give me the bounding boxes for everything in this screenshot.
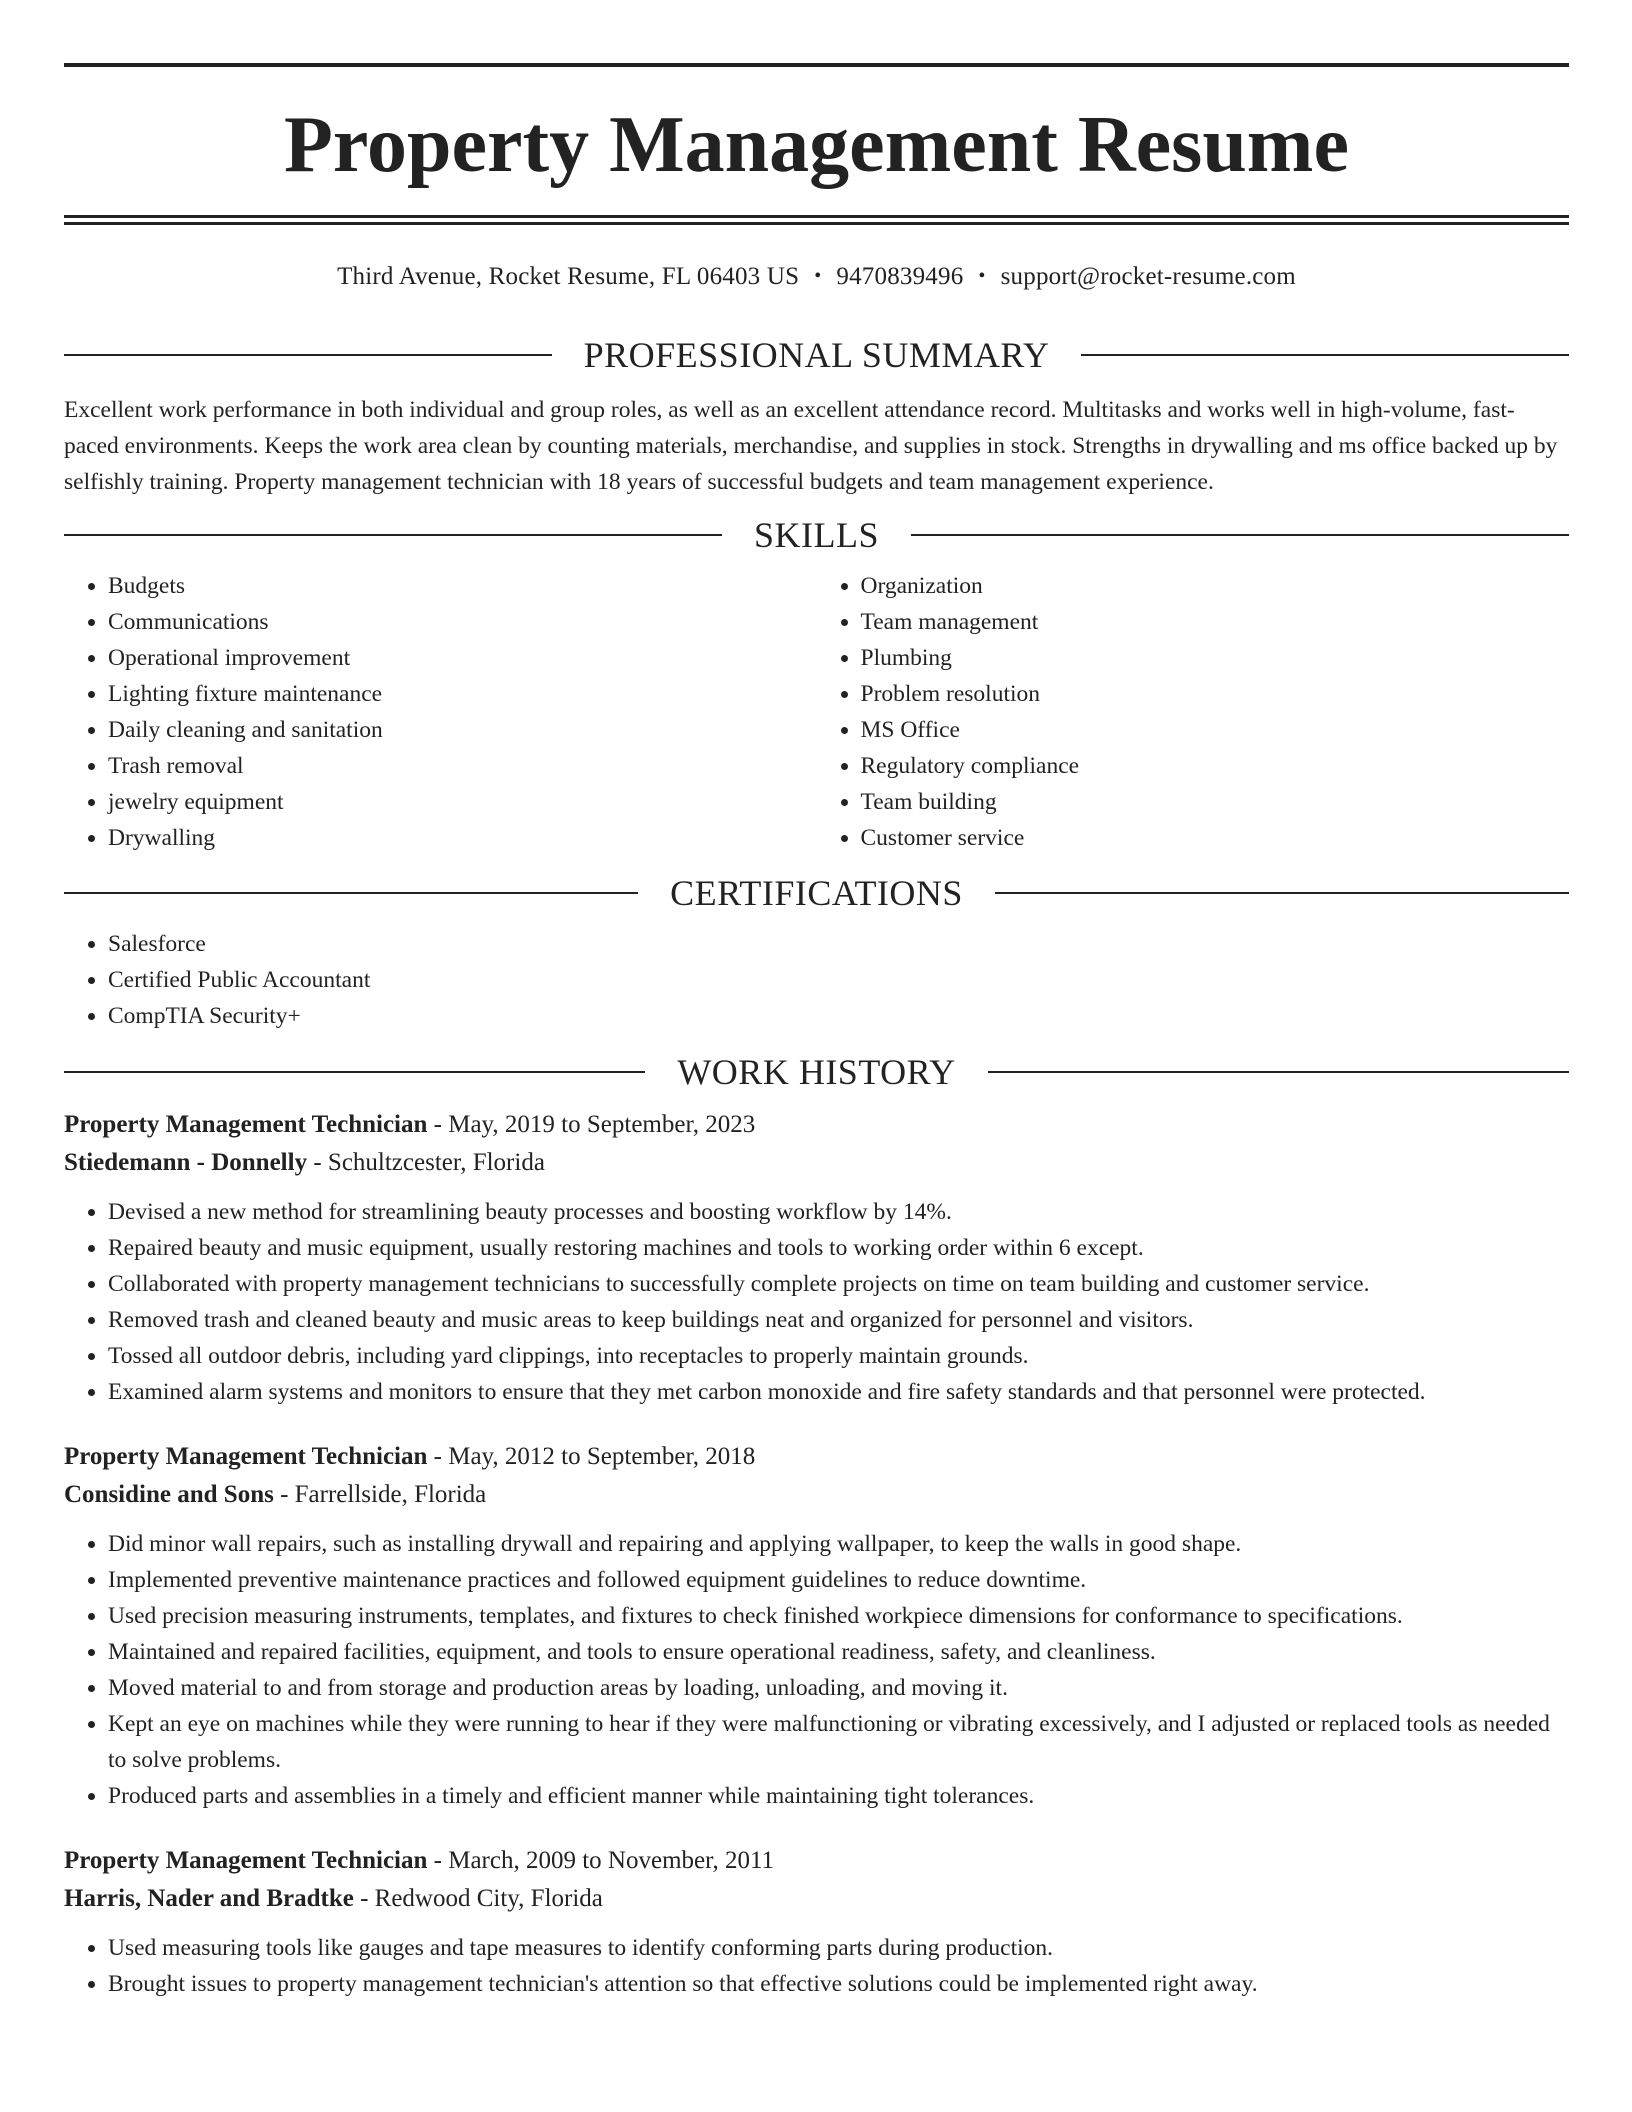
job-title: Property Management Technician [64, 1443, 428, 1470]
skills-list [64, 568, 1569, 856]
job-title-line [64, 1842, 1569, 1880]
job-company: Considine and Sons [64, 1481, 274, 1508]
skill-item: • Budgets [108, 568, 817, 604]
job-company: Harris, Nader and Bradtke [64, 1885, 354, 1912]
job-dates: - May, 2012 to September, 2018 [427, 1443, 756, 1470]
certifications-heading-label: CERTIFICATIONS [670, 873, 963, 913]
heading-rule [64, 892, 638, 894]
summary-heading [64, 337, 1569, 373]
heading-rule [64, 534, 722, 536]
heading-rule [988, 1071, 1569, 1073]
work-heading [64, 1054, 1569, 1090]
job-bullet: • Kept an eye on machines while they were running to hear if they were malfunctioning or vibrating excessively, and I adjusted or replaced tools as needed to solve problems. [108, 1706, 1569, 1778]
job-entry [64, 1106, 1569, 1410]
contact-address: Third Avenue, Rocket Resume, FL 06403 US [337, 263, 800, 290]
job-entry [64, 1842, 1569, 2002]
job-bullet: • Used precision measuring instruments, templates, and fixtures to check finished workpiece dimensions for conformance to specifications. [108, 1598, 1569, 1634]
job-location: - Schultzcester, Florida [307, 1149, 545, 1176]
job-bullets [64, 1526, 1569, 1814]
heading-rule [1081, 354, 1569, 356]
top-rule [64, 63, 1569, 67]
skill-item: • Drywalling [108, 820, 817, 856]
certification-item: • CompTIA Security+ [108, 998, 1569, 1034]
summary-heading-label: PROFESSIONAL SUMMARY [583, 335, 1050, 375]
job-bullet: • Removed trash and cleaned beauty and music areas to keep buildings neat and organized for personnel and visitors. [108, 1302, 1569, 1338]
job-company-line [64, 1144, 1569, 1182]
skill-item: • Problem resolution [861, 676, 1570, 712]
job-bullet: • Examined alarm systems and monitors to ensure that they met carbon monoxide and fire safety standards and that personnel were protected. [108, 1374, 1569, 1410]
job-bullet: • Did minor wall repairs, such as installing drywall and repairing and applying wallpaper, to keep the walls in good shape. [108, 1526, 1569, 1562]
contact-line [64, 262, 1569, 292]
contact-phone: 9470839496 [836, 263, 964, 290]
job-company: Stiedemann - Donnelly [64, 1149, 308, 1176]
skill-item: • Lighting fixture maintenance [108, 676, 817, 712]
job-title-line [64, 1106, 1569, 1144]
heading-rule [911, 534, 1569, 536]
job-company-line [64, 1880, 1569, 1918]
heading-rule [64, 354, 552, 356]
job-bullet: • Devised a new method for streamlining beauty processes and boosting workflow by 14%. [108, 1194, 1569, 1230]
job-title-line [64, 1438, 1569, 1476]
work-heading-label: WORK HISTORY [677, 1052, 956, 1092]
contact-separator: • [978, 265, 986, 287]
skill-item: • Organization [861, 568, 1570, 604]
skill-item: • Operational improvement [108, 640, 817, 676]
skill-item: • Plumbing [861, 640, 1570, 676]
work-history-list [64, 1106, 1569, 2002]
job-title: Property Management Technician [64, 1111, 428, 1138]
job-location: - Farrellside, Florida [273, 1481, 487, 1508]
job-dates: - March, 2009 to November, 2011 [427, 1847, 775, 1874]
contact-email: support@rocket-resume.com [1000, 263, 1296, 290]
skill-item: • Team building [861, 784, 1570, 820]
certification-item: • Certified Public Accountant [108, 962, 1569, 998]
resume-page [64, 63, 1569, 2002]
heading-rule [64, 1071, 645, 1073]
job-title: Property Management Technician [64, 1847, 428, 1874]
job-bullets [64, 1930, 1569, 2002]
job-bullets [64, 1194, 1569, 1410]
job-bullet: • Implemented preventive maintenance practices and followed equipment guidelines to reduce downtime. [108, 1562, 1569, 1598]
job-bullet: • Produced parts and assemblies in a timely and efficient manner while maintaining tight tolerances. [108, 1778, 1569, 1814]
skills-right-column [817, 568, 1570, 856]
job-bullet: • Maintained and repaired facilities, equipment, and tools to ensure operational readiness, safety, and cleanliness. [108, 1634, 1569, 1670]
job-location: - Redwood City, Florida [353, 1885, 603, 1912]
job-dates: - May, 2019 to September, 2023 [427, 1111, 756, 1138]
job-bullet: • Repaired beauty and music equipment, usually restoring machines and tools to working order within 6 except. [108, 1230, 1569, 1266]
skill-item: • jewelry equipment [108, 784, 817, 820]
contact-separator: • [814, 265, 822, 287]
skill-item: • Daily cleaning and sanitation [108, 712, 817, 748]
skill-item: • Regulatory compliance [861, 748, 1570, 784]
job-entry [64, 1438, 1569, 1814]
job-bullet: • Used measuring tools like gauges and tape measures to identify conforming parts during production. [108, 1930, 1569, 1966]
skill-item: • Team management [861, 604, 1570, 640]
job-bullet: • Moved material to and from storage and production areas by loading, unloading, and moving it. [108, 1670, 1569, 1706]
title-double-rule [64, 215, 1569, 225]
skills-left-column [64, 568, 817, 856]
skill-item: • Communications [108, 604, 817, 640]
certifications-list [64, 926, 1569, 1034]
job-bullet: • Brought issues to property management technician's attention so that effective solutions could be implemented right away. [108, 1966, 1569, 2002]
resume-title: Property Management Resume [284, 101, 1349, 189]
skill-item: • Customer service [861, 820, 1570, 856]
job-bullet: • Tossed all outdoor debris, including yard clippings, into receptacles to properly maintain grounds. [108, 1338, 1569, 1374]
skill-item: • Trash removal [108, 748, 817, 784]
certification-item: • Salesforce [108, 926, 1569, 962]
skill-item: • MS Office [861, 712, 1570, 748]
skills-heading-label: SKILLS [754, 515, 880, 555]
certifications-heading [64, 875, 1569, 911]
skills-heading [64, 517, 1569, 553]
summary-text: Excellent work performance in both individual and group roles, as well as an excellent attendance record. Multitasks and works well in high-volume, fast-paced environments. Keeps the work area clean by counting materials, merchandise, and supplies in stock. Strengths in drywalling and ms office backed up by selfishly training. Property management technician with 18 years of successful budgets and team management experience. [64, 397, 1558, 495]
job-bullet: • Collaborated with property management technicians to successfully complete projects on time on team building and customer service. [108, 1266, 1569, 1302]
job-company-line [64, 1476, 1569, 1514]
heading-rule [995, 892, 1569, 894]
